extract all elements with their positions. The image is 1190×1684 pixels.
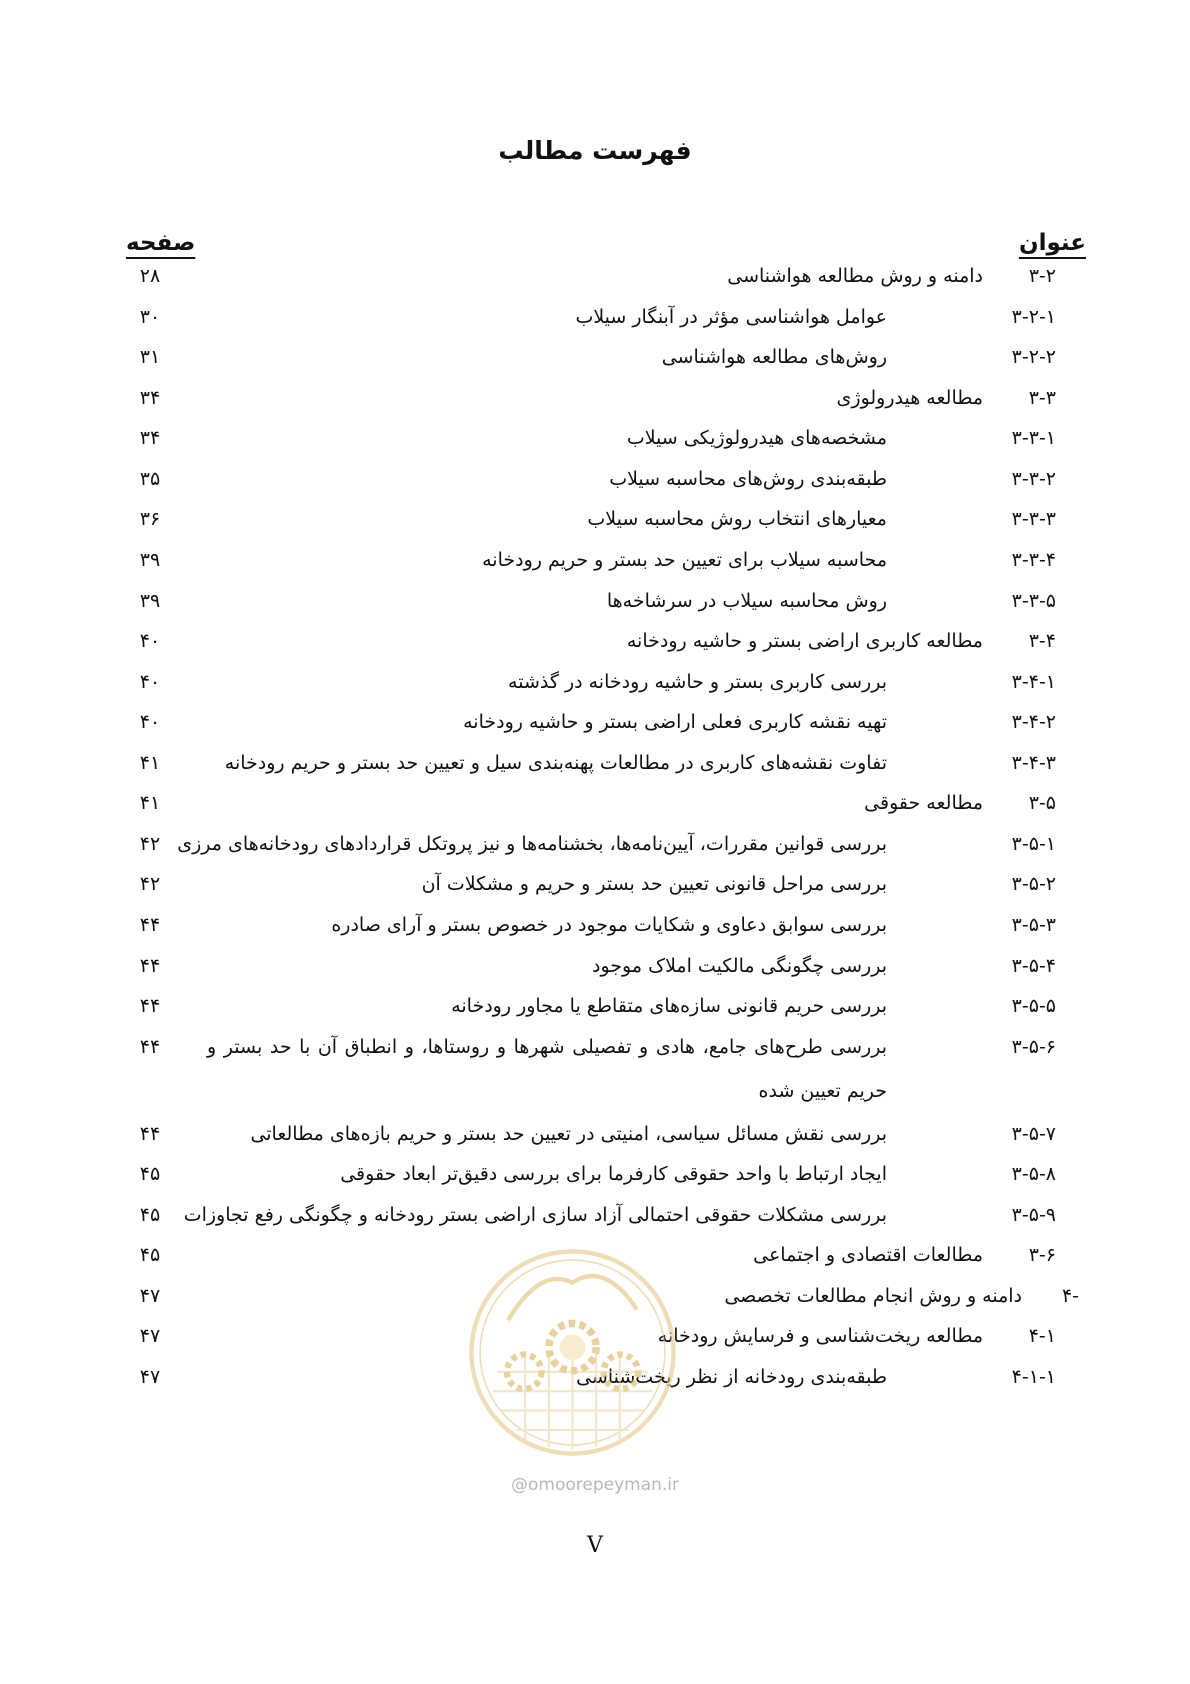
toc-entry-page: ۳۹ [139,549,161,571]
toc-entry[interactable] [0,254,1190,298]
toc-entry-number: ۳-۳-۱ [1011,427,1056,449]
toc-entry-page: ۴۷ [139,1325,161,1347]
toc-entry-title: تهیه نقشه کاربری فعلی اراضی بستر و حاشیه رودخانه [463,711,887,733]
toc-entry[interactable] [0,579,1190,623]
toc-entry-number: ۳-۵-۴ [1011,955,1056,977]
toc-entry-title: ایجاد ارتباط با واحد حقوقی کارفرما برای بررسی دقیق‌تر ابعاد حقوقی [340,1163,887,1185]
watermark-logo [465,1245,680,1460]
toc-entry-title: دامنه و روش انجام مطالعات تخصصی [724,1285,1022,1307]
toc-entry-number: ۳-۵-۱ [1011,833,1056,855]
toc-entry-number: ۴-۱-۱ [1011,1366,1056,1388]
toc-entry-number: ۳-۲ [1028,265,1056,287]
toc-entry-number: ۳-۴-۳ [1011,752,1056,774]
toc-entry-page: ۴۷ [139,1366,161,1388]
toc-entry-page: ۴۴ [139,1123,161,1145]
toc-entry[interactable] [0,660,1190,704]
toc-entry-number: ۳-۲-۲ [1011,346,1056,368]
toc-entry[interactable] [0,741,1190,785]
toc-entry-page: ۴۲ [139,873,161,895]
toc-entry[interactable] [0,1112,1190,1156]
toc-entry-title: بررسی مشکلات حقوقی احتمالی آزاد سازی اراضی بستر رودخانه و چگونگی رفع تجاوزات [183,1204,887,1226]
toc-entry-page: ۴۷ [139,1285,161,1307]
toc-entry-title: مشخصه‌های هیدرولوژیکی سیلاب [626,427,887,449]
toc-entry-title: روش محاسبه سیلاب در سرشاخه‌ها [606,590,887,612]
toc-entry[interactable] [0,1152,1190,1196]
toc-entry-number: ۳-۵-۸ [1011,1163,1056,1185]
toc-entry-page: ۲۸ [139,265,161,287]
toc-entry-number: ۳-۶ [1028,1244,1056,1266]
toc-entry-number: ۳-۴ [1028,630,1056,652]
toc-entry-page: ۳۴ [139,427,161,449]
page-title: فهرست مطالب [498,136,692,165]
toc-entry-number: ۳-۳-۳ [1011,508,1056,530]
page-column-header: صفحه [126,230,196,256]
toc-entry-title: بررسی کاربری بستر و حاشیه رودخانه در گذشته [508,671,887,693]
toc-entry-page: ۴۱ [139,792,161,814]
toc-entry-page: ۴۴ [139,955,161,977]
toc-entry-title: روش‌های مطالعه هواشناسی [661,346,887,368]
toc-entry-page: ۴۴ [139,914,161,936]
toc-entry-number: ۳-۲-۱ [1011,306,1056,328]
toc-entry-page: ۳۰ [139,306,161,328]
title-column-header: عنوان [1018,230,1086,256]
toc-entry-number: ۳-۵-۹ [1011,1204,1056,1226]
toc-entry-number: ۳-۵ [1028,792,1056,814]
toc-entry[interactable] [0,457,1190,501]
toc-entry-page: ۴۰ [139,711,161,733]
toc-entry-title: دامنه و روش مطالعه هواشناسی [727,265,983,287]
watermark-site-text: @omoorepeyman.ir [510,1475,680,1495]
toc-entry-number: ۳-۳-۲ [1011,468,1056,490]
toc-entry[interactable] [0,376,1190,420]
toc-entry-page: ۴۱ [139,752,161,774]
toc-entry[interactable] [0,700,1190,744]
toc-entry-number: ۳-۳-۴ [1011,549,1056,571]
toc-entry[interactable] [0,903,1190,947]
toc-entry-title: عوامل هواشناسی مؤثر در آبنگار سیلاب [575,306,887,328]
toc-entry-page: ۳۴ [139,387,161,409]
toc-entry[interactable] [0,1193,1190,1237]
toc-entry-title: بررسی نقش مسائل سیاسی، امنیتی در تعیین حد بستر و حریم بازه‌های مطالعاتی [250,1123,887,1145]
toc-entry-page: ۴۵ [139,1163,161,1185]
toc-entry-title: بررسی طرح‌های جامع، هادی و تفصیلی شهرها و روستاها، و انطباق آن با حد بستر و حریم تعیین شده [207,1036,887,1102]
toc-entry[interactable] [0,781,1190,825]
toc-entry-number: ۴- [1061,1285,1079,1307]
toc-entry-number: ۳-۳-۵ [1011,590,1056,612]
toc-entry-title: مطالعه حقوقی [864,792,983,814]
toc-entry-title: مطالعه کاربری اراضی بستر و حاشیه رودخانه [626,630,983,652]
toc-entry-title: بررسی حریم قانونی سازه‌های متقاطع یا مجاور رودخانه [451,995,887,1017]
toc-entry-page: ۴۴ [139,995,161,1017]
toc-entry[interactable] [0,538,1190,582]
toc-entry-page: ۴۰ [139,671,161,693]
toc-entry-page: ۴۵ [139,1244,161,1266]
toc-entry-page: ۴۵ [139,1204,161,1226]
toc-entry-page: ۴۰ [139,630,161,652]
toc-entry-page: ۳۱ [139,346,161,368]
toc-entry[interactable] [0,335,1190,379]
toc-entry-number: ۳-۳ [1028,387,1056,409]
toc-entry-title: محاسبه سیلاب برای تعیین حد بستر و حریم رودخانه [482,549,887,571]
toc-entry-title: مطالعه ریخت‌شناسی و فرسایش رودخانه [657,1325,983,1347]
toc-entry-page: ۴۴ [139,1036,161,1058]
page-number: V [587,1533,603,1558]
toc-entry[interactable] [0,295,1190,339]
toc-entry[interactable] [0,619,1190,663]
toc-entry-page: ۳۶ [139,508,161,530]
toc-entry-title: بررسی قوانین مقررات، آیین‌نامه‌ها، بخشنامه‌ها و نیز پروتکل قراردادهای رودخانه‌های مرزی [177,833,887,855]
toc-entry-title: بررسی سوابق دعاوی و شکایات موجود در خصوص بستر و آرای صادره [331,914,887,936]
toc-entry[interactable] [0,984,1190,1028]
toc-entry-page: ۳۵ [139,468,161,490]
toc-entry-number: ۴-۱ [1028,1325,1056,1347]
toc-entry-title: بررسی چگونگی مالکیت املاک موجود [592,955,887,977]
toc-entry-number: ۳-۴-۲ [1011,711,1056,733]
toc-entry[interactable] [0,862,1190,906]
toc-entry-title: طبقه‌بندی رودخانه از نظر ریخت‌شناسی [576,1366,887,1388]
toc-entry[interactable] [0,944,1190,988]
toc-entry-number: ۳-۴-۱ [1011,671,1056,693]
toc-entry[interactable] [0,497,1190,541]
toc-entry-title: مطالعات اقتصادی و اجتماعی [753,1244,983,1266]
toc-entry-number: ۳-۵-۳ [1011,914,1056,936]
toc-entry[interactable] [0,416,1190,460]
toc-entry-title: تفاوت نقشه‌های کاربری در مطالعات پهنه‌بندی سیل و تعیین حد بستر و حریم رودخانه [224,752,887,774]
toc-entry-number: ۳-۵-۵ [1011,995,1056,1017]
toc-entry-title: مطالعه هیدرولوژی [836,387,983,409]
toc-entry-title: بررسی مراحل قانونی تعیین حد بستر و حریم و مشکلات آن [421,873,887,895]
toc-entry-page: ۴۲ [139,833,161,855]
toc-entry-number: ۳-۵-۷ [1011,1123,1056,1145]
toc-entry-number: ۳-۵-۲ [1011,873,1056,895]
toc-entry-title: معیارهای انتخاب روش محاسبه سیلاب [587,508,887,530]
toc-entry[interactable] [0,822,1190,866]
toc-entry-number: ۳-۵-۶ [1011,1036,1056,1058]
toc-entry-page: ۳۹ [139,590,161,612]
toc-entry[interactable] [0,1025,1190,1109]
toc-entry-title: طبقه‌بندی روش‌های محاسبه سیلاب [609,468,887,490]
